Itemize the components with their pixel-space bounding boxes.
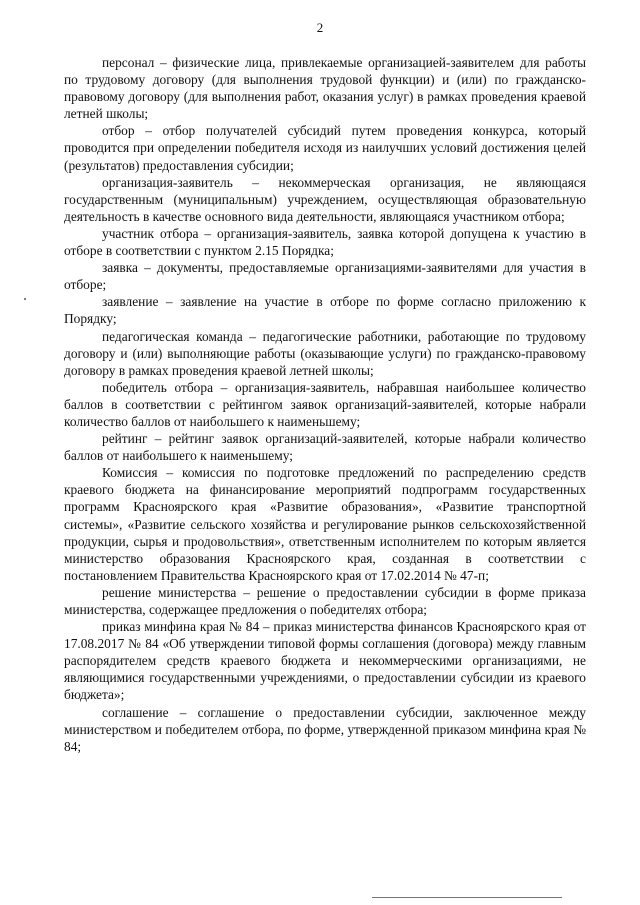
definition-paragraph: решение министерства – решение о предоставлении субсидии в форме приказа министерства, содержащее предложения о победителях отбора; <box>64 584 586 617</box>
definition-paragraph: персонал – физические лица, привлекаемые организацией-заявителем для работы по трудовому договору (для выполнения трудовой функции) и (или) по гражданско-правовому договору (для выполнения работ, оказания услуг) в рамках проведения краевой летней школы; <box>64 55 586 122</box>
definition-paragraph: победитель отбора – организация-заявитель, набравшая наибольшее количество баллов в соответствии с рейтингом заявок организаций-заявителей, которые набрали количество баллов от наибольшего к наименьшему; <box>64 379 586 429</box>
definition-paragraph: заявление – заявление на участие в отборе по форме согласно приложению к Порядку; <box>64 294 586 327</box>
bottom-rule <box>372 897 562 898</box>
scan-speck <box>24 298 26 300</box>
definition-paragraph: приказ минфина края № 84 – приказ министерства финансов Красноярского края от 17.08.2017 № 84 «Об утверждении типовой формы соглашения (договора) между главным распорядителем средств краевого бюджета и некоммерческими организациями, не являющимися государственными учреждениями, о предоставлении субсидии из краевого бюджета»; <box>64 619 586 703</box>
definition-paragraph: рейтинг – рейтинг заявок организаций-заявителей, которые набрали количество баллов от наибольшего к наименьшему; <box>64 431 586 464</box>
document-body <box>64 54 586 755</box>
definition-paragraph: отбор – отбор получателей субсидий путем проведения конкурса, который проводится при определении победителя исходя из наилучших условий достижения целей (результатов) предоставления субсидии; <box>64 123 586 173</box>
page-number: 2 <box>316 20 324 35</box>
definition-paragraph: заявка – документы, предоставляемые организациями-заявителями для участия в отборе; <box>64 260 586 293</box>
definition-paragraph: участник отбора – организация-заявитель, заявка которой допущена к участию в отборе в соответствии с пунктом 2.15 Порядка; <box>64 225 586 259</box>
definition-paragraph: организация-заявитель – некоммерческая организация, не являющаяся государственным (муниципальным) учреждением, осуществляющая образовательную деятельность в качестве основного вида деятельности, являющаяся участником отбора; <box>64 174 586 224</box>
definition-paragraph: педагогическая команда – педагогические работники, работающие по трудовому договору и (или) выполняющие работы (оказывающие услуги) по гражданско-правовому договору в рамках проведения краевой летней школы; <box>64 328 586 378</box>
definition-paragraph: соглашение – соглашение о предоставлении субсидии, заключенное между министерством и победителем отбора, по форме, утвержденной приказом минфина края № 84; <box>64 704 586 754</box>
definition-paragraph: Комиссия – комиссия по подготовке предложений по распределению средств краевого бюджета на финансирование мероприятий подпрограмм государственных программ Красноярского края «Развитие образования», «Развитие транспортной системы», «Развитие сельского хозяйства и регулирование рынков сельскохозяйственной продукции, сырья и продовольствия», ответственным исполнителем по которым является министерство образования Красноярского края, созданная в соответствии с постановлением Правительства Красноярского края от 17.02.2014 № 47-п; <box>64 465 586 583</box>
